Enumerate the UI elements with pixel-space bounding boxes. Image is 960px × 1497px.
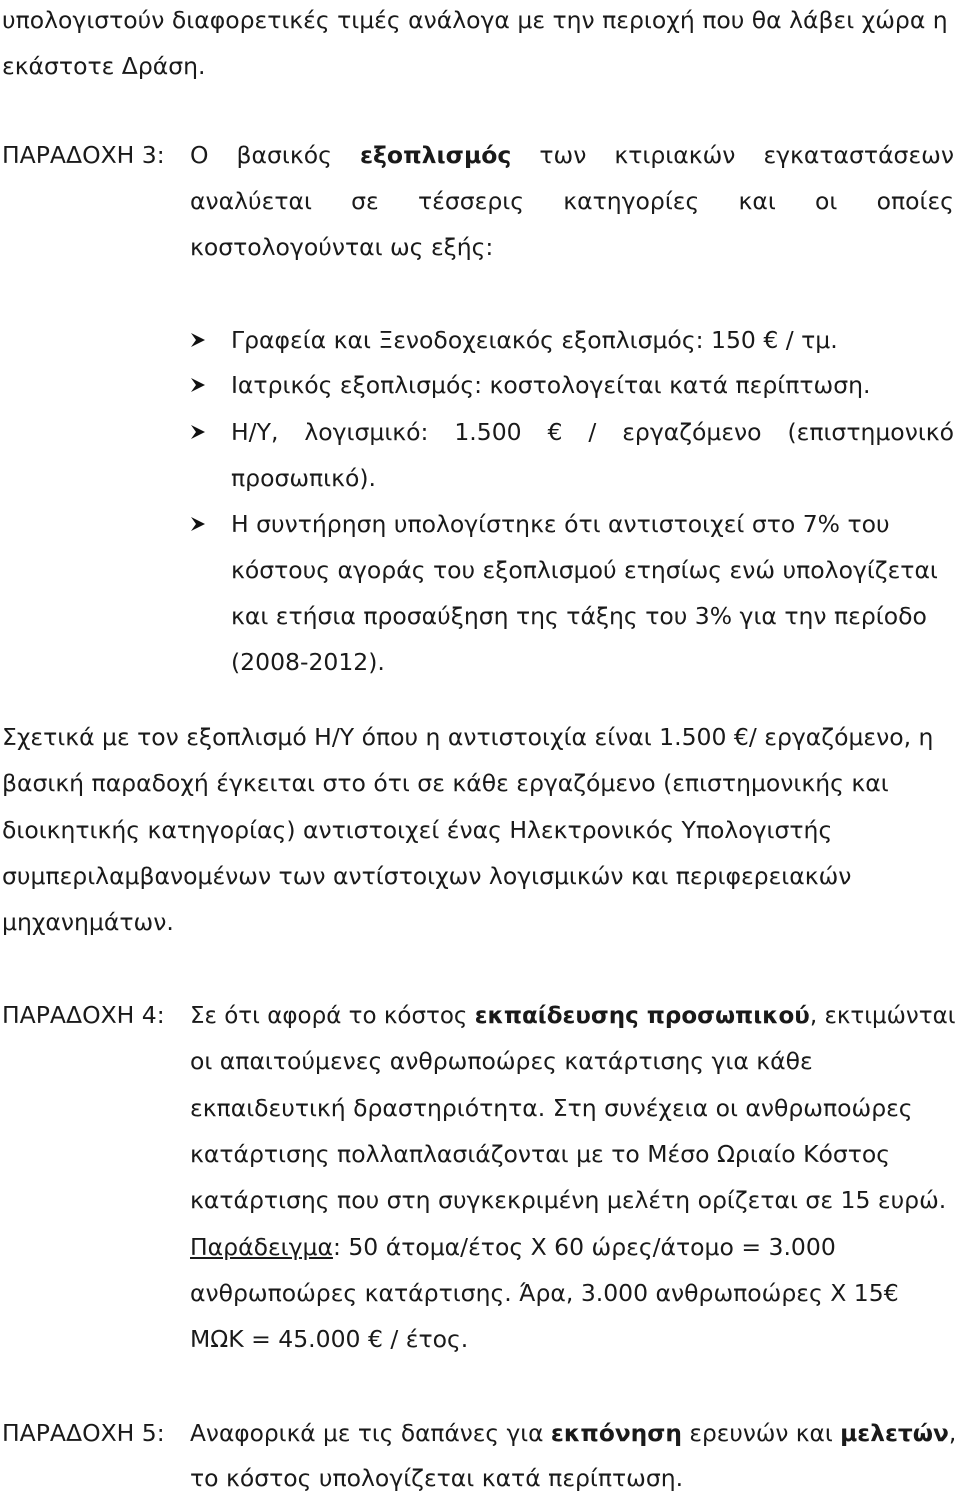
- intro-line-1: [2, 5, 954, 35]
- word: λογισμικό:: [304, 418, 429, 446]
- assumption-4-line-2: οι απαιτούμενες ανθρωποώρες κατάρτισης για κάθε: [190, 1047, 813, 1075]
- word: και: [738, 187, 776, 215]
- bullet-4-line-2: [231, 555, 954, 585]
- word: των: [539, 141, 587, 169]
- arrow-bullet-icon: [190, 325, 210, 355]
- word: αναλύεται: [190, 187, 312, 215]
- arrow-bullet-icon: [190, 417, 210, 447]
- text: Αναφορικά με τις δαπάνες για: [190, 1419, 551, 1447]
- assumption-4-example-line: [190, 1232, 836, 1262]
- example-text: : 50 άτομα/έτος Χ 60 ώρες/άτομο = 3.000: [332, 1233, 836, 1261]
- assumption-3-line-3: κοστολογούνται ως εξής:: [190, 233, 494, 261]
- word: Η/Υ,: [231, 418, 279, 446]
- paragraph-line-2: βασική παραδοχή έγκειται στο ότι σε κάθε εργαζόμενο (επιστημονικής και: [2, 769, 889, 797]
- bullet-3-line-1: [231, 417, 954, 447]
- assumption-3-line-2: [190, 186, 954, 216]
- assumption-4-line-7: ανθρωποώρες κατάρτισης. Άρα, 3.000 ανθρωποώρες Χ 15€: [190, 1279, 899, 1307]
- bullet-2-text: Ιατρικός εξοπλισμός: κοστολογείται κατά περίπτωση.: [231, 371, 871, 399]
- paragraph-line-3: διοικητικής κατηγορίας) αντιστοιχεί ένας Ηλεκτρονικός Υπολογιστής: [2, 816, 833, 844]
- word: (επιστημονικό: [787, 418, 954, 446]
- assumption-4-line-8: ΜΩΚ = 45.000 € / έτος.: [190, 1325, 469, 1353]
- bullet-4-line-4: (2008-2012).: [231, 648, 385, 676]
- text: , εκτιμώνται: [809, 1001, 956, 1029]
- bullet-4-text: και ετήσια προσαύξηση της τάξης του 3% για την περίοδο: [231, 602, 927, 630]
- arrow-bullet-icon: [190, 509, 210, 539]
- word: /: [588, 418, 597, 446]
- intro-line-2: εκάστοτε Δράση.: [2, 52, 206, 80]
- bullet-4-line-1: [231, 509, 954, 539]
- bullet-3-line-2: προσωπικό).: [231, 464, 376, 492]
- paragraph-line-1: Σχετικά με τον εξοπλισμό Η/Υ όπου η αντιστοιχία είναι 1.500 €/ εργαζόμενο, η: [2, 723, 934, 751]
- assumption-4-label: ΠΑΡΑΔΟΧΗ 4:: [2, 1001, 165, 1029]
- paragraph-line-4: συμπεριλαμβανομένων των αντίστοιχων λογισμικών και περιφερειακών: [2, 862, 852, 890]
- word: εργαζόμενο: [622, 418, 762, 446]
- word: Ο: [190, 141, 209, 169]
- word: κατηγορίες: [563, 187, 700, 215]
- assumption-4-line-5: κατάρτισης που στη συγκεκριμένη μελέτη ορίζεται σε 15 ευρώ.: [190, 1186, 947, 1214]
- word-bold: εξοπλισμός: [359, 141, 512, 169]
- bullet-4-text: Η συντήρηση υπολογίστηκε ότι αντιστοιχεί στο 7% του: [231, 510, 890, 538]
- word: σε: [351, 187, 379, 215]
- assumption-5-line-1: [190, 1418, 956, 1448]
- text: Σε ότι αφορά το κόστος: [190, 1001, 475, 1029]
- word: οι: [815, 187, 838, 215]
- assumption-5-label: ΠΑΡΑΔΟΧΗ 5:: [2, 1419, 165, 1447]
- word: κτιριακών: [614, 141, 736, 169]
- paragraph-line-5: μηχανημάτων.: [2, 908, 174, 936]
- bullet-4-line-3: [231, 601, 954, 631]
- text-bold: εκπόνηση: [550, 1419, 682, 1447]
- word: εγκαταστάσεων: [763, 141, 954, 169]
- intro-text-1: υπολογιστούν διαφορετικές τιμές ανάλογα με την περιοχή που θα λάβει χώρα η: [2, 6, 948, 34]
- arrow-bullet-icon: [190, 370, 210, 400]
- word: €: [547, 418, 563, 446]
- word: οποίες: [876, 187, 954, 215]
- bullet-1-text: Γραφεία και Ξενοδοχειακός εξοπλισμός: 150 € / τμ.: [231, 326, 838, 354]
- assumption-5-line-2: το κόστος υπολογίζεται κατά περίπτωση.: [190, 1464, 684, 1492]
- text-bold: εκπαίδευσης προσωπικού: [474, 1001, 810, 1029]
- word: τέσσερις: [417, 187, 524, 215]
- word: 1.500: [454, 418, 522, 446]
- text-bold: μελετών: [840, 1419, 949, 1447]
- text: ερευνών και: [681, 1419, 841, 1447]
- example-label: Παράδειγμα: [190, 1233, 333, 1261]
- text: ,: [948, 1419, 957, 1447]
- bullet-4-text: κόστους αγοράς του εξοπλισμού ετησίως ενώ υπολογίζεται: [231, 556, 938, 584]
- assumption-4-line-1: [190, 1000, 956, 1030]
- assumption-3-label: ΠΑΡΑΔΟΧΗ 3:: [2, 141, 165, 169]
- assumption-4-line-3: εκπαιδευτική δραστηριότητα. Στη συνέχεια οι ανθρωποώρες: [190, 1094, 913, 1122]
- word: βασικός: [236, 141, 332, 169]
- assumption-3-line-1: [190, 140, 954, 170]
- assumption-4-line-4: κατάρτισης πολλαπλασιάζονται με το Μέσο Ωριαίο Κόστος: [190, 1140, 891, 1168]
